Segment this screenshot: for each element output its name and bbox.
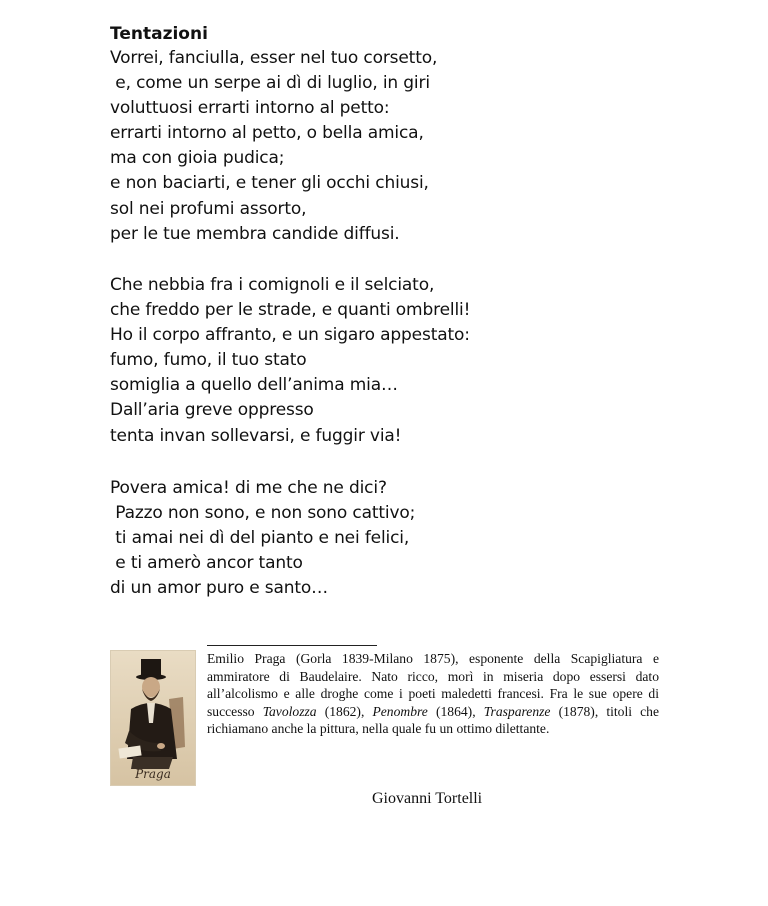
footnote-part: Emilio Praga (Gorla 1839-Milano 1875), esponente della Scapigliatura e ammiratore di Baudelaire. Nato ricco, morì in miseria dopo essersi dato all’alcolismo e alle droghe come i poeti maledetti francesi. Fra le sue opere di successo (207, 651, 659, 719)
poem-line: voluttuosi errarti intorno al petto: (110, 98, 390, 119)
footnote-text (207, 650, 659, 738)
poem-line: Dall’aria greve oppresso (110, 400, 314, 421)
footnote-separator (207, 645, 377, 646)
work-title: Trasparenze (483, 703, 551, 719)
poem-line: e ti amerò ancor tanto (110, 553, 303, 574)
poem-line: di un amor puro e santo… (110, 578, 329, 599)
poem-line: ti amai nei dì del pianto e nei felici, (110, 528, 410, 549)
portrait-photo-icon (111, 651, 195, 785)
footnote-part: (1862), (316, 703, 373, 719)
poem-line: Che nebbia fra i comignoli e il selciato, (110, 275, 435, 295)
poem-line: Povera amica! di me che ne dici? (110, 478, 387, 498)
poem-line: per le tue membra candide diffusi. (110, 223, 400, 244)
poem-line: ma con gioia pudica; (110, 148, 285, 169)
poem-stanza-2 (110, 273, 470, 449)
poem-line: e non baciarti, e tener gli occhi chiusi, (110, 173, 429, 194)
poem-stanza-1 (110, 46, 437, 247)
author-signature: Giovanni Tortelli (372, 790, 483, 807)
poem-line: Pazzo non sono, e non sono cattivo; (110, 503, 416, 524)
footnote-part: (1864), (427, 703, 484, 719)
portrait-caption: Praga (135, 767, 171, 781)
poem-stanza-3 (110, 476, 415, 601)
poem-line: errarti intorno al petto, o bella amica, (110, 123, 424, 144)
poem-line: fumo, fumo, il tuo stato (110, 350, 307, 371)
poem-line: e, come un serpe ai dì di luglio, in giri (110, 73, 430, 94)
poem-line: sol nei profumi assorto, (110, 198, 307, 219)
work-title: Penombre (372, 703, 428, 719)
poem-line: che freddo per le strade, e quanti ombrelli! (110, 300, 471, 321)
poem-line: Ho il corpo affranto, e un sigaro appestato: (110, 325, 470, 346)
footnote-part: (1878), titoli che richiamano anche la pittura, nella quale fu un ottimo dilettante. (207, 703, 660, 737)
poem-line: Vorrei, fanciulla, esser nel tuo corsetto, (110, 48, 438, 68)
work-title: Tavolozza (262, 703, 317, 719)
poem-title: Tentazioni (110, 24, 208, 44)
poem-line: tenta invan sollevarsi, e fuggir via! (110, 425, 402, 446)
portrait-photo (110, 650, 196, 786)
poem-line: somiglia a quello dell’anima mia… (110, 375, 398, 396)
